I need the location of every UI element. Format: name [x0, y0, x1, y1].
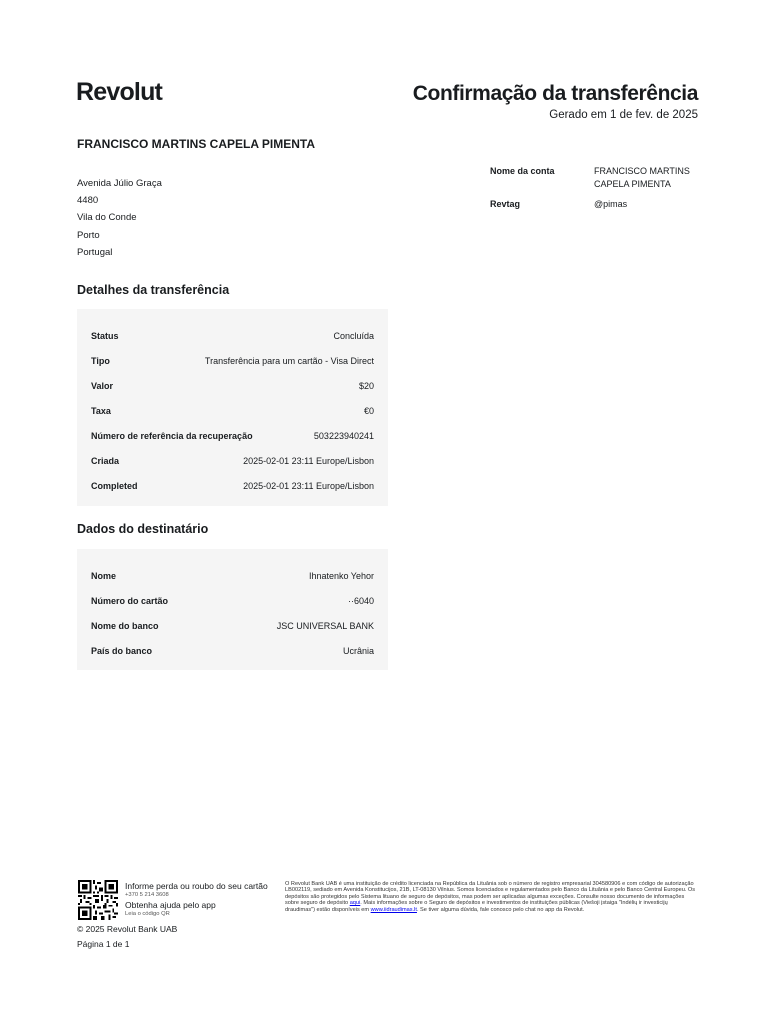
footer-help	[125, 881, 285, 919]
detail-row-type	[91, 348, 374, 373]
recipient-details-panel	[77, 549, 388, 670]
account-name-label: Nome da conta	[490, 166, 555, 176]
address-city: Vila do Conde	[77, 212, 137, 224]
recipient-row-country	[91, 638, 374, 663]
legal-text: O Revolut Bank UAB é uma instituição de crédito licenciada na República da Lituânia sob o número de registro empresarial 304580906 e com código de autorização LB002119, sediado em Avenida Konstitucijos, 21B, LT-08130 Vilnius. Somos licenciados e regulamentados pelo Banco da Lituânia e pelo Banco Central Europeu. Os depósitos são protegidos pelo Sistema lituano de seguro de depósitos, mas podem ser aplicadas algumas exceções. Consulte nosso documento de informações sobre seguro de depósito	[285, 881, 696, 907]
generated-date: Gerado em 1 de fev. de 2025	[549, 109, 698, 121]
recipient-value: JSC UNIVERSAL BANK	[276, 620, 374, 631]
legal-notice	[285, 881, 697, 913]
recipient-label: Nome	[91, 570, 117, 581]
copyright: © 2025 Revolut Bank UAB	[77, 924, 178, 934]
recipient-value: ··6040	[347, 595, 374, 606]
detail-label: Taxa	[91, 405, 111, 416]
recipient-row-card	[91, 588, 374, 613]
address-region: Porto	[77, 229, 100, 241]
detail-value: 2025-02-01 23:11 Europe/Lisbon	[243, 481, 374, 492]
transfer-details-panel	[77, 309, 388, 506]
detail-label: Criada	[91, 456, 120, 467]
revtag-row	[490, 198, 710, 211]
revtag-value: @pimas	[594, 199, 628, 209]
detail-row-status	[91, 323, 374, 348]
detail-label: Tipo	[91, 355, 110, 366]
detail-row-amount	[91, 373, 374, 398]
customer-address	[77, 175, 162, 261]
detail-value: $20	[358, 380, 374, 391]
recipient-label: Nome do banco	[91, 620, 159, 631]
detail-row-created	[91, 448, 374, 473]
account-name-row	[490, 165, 710, 191]
recipient-row-bank	[91, 613, 374, 638]
deposit-insurance-link[interactable]: aqui	[349, 900, 361, 907]
legal-text: . Se tiver alguma dúvida, fale conosco pelo chat no app da Revolut.	[416, 906, 585, 913]
recipient-value: Ihnatenko Yehor	[308, 570, 374, 581]
recipient-label: País do banco	[91, 645, 153, 656]
report-card-title: Informe perda ou roubo do seu cartão	[125, 881, 268, 891]
account-name-value: FRANCISCO MARTINS CAPELA PIMENTA	[594, 166, 690, 189]
detail-value: Transferência para um cartão - Visa Direct	[204, 355, 374, 366]
recipient-details-title: Dados do destinatário	[77, 522, 209, 536]
detail-label: Número de referência da recuperação	[91, 430, 253, 441]
revtag-label: Revtag	[490, 199, 521, 209]
legal-text: . Mais informações sobre o Seguro de depósitos e investimentos de instituições públicas (Viešoji įstaiga "Indėlių ir investicijų draudimas") estão disponíveis em	[285, 900, 668, 913]
address-street: Avenida Júlio Graça	[77, 178, 162, 189]
qr-code-icon	[78, 880, 118, 920]
address-postcode: 4480	[77, 195, 99, 207]
detail-value: Concluída	[333, 330, 374, 341]
qr-instruction: Leia o código QR	[125, 911, 170, 917]
iidraudimas-link[interactable]: www.iidraudimas.lt	[370, 906, 417, 913]
transfer-details-title: Detalhes da transferência	[77, 283, 230, 297]
recipient-value: Ucrânia	[342, 645, 374, 656]
detail-label: Valor	[91, 380, 114, 391]
detail-row-fee	[91, 398, 374, 423]
revolut-logo: Revolut	[76, 78, 163, 106]
app-help-title: Obtenha ajuda pelo app	[125, 900, 216, 910]
detail-row-completed	[91, 474, 374, 499]
page-number: Página 1 de 1	[77, 939, 130, 949]
address-country: Portugal	[77, 246, 113, 258]
detail-value: €0	[363, 405, 374, 416]
customer-name: FRANCISCO MARTINS CAPELA PIMENTA	[77, 137, 315, 151]
detail-label: Status	[91, 330, 119, 341]
detail-value: 503223940241	[313, 430, 374, 441]
recipient-row-name	[91, 563, 374, 588]
recipient-label: Número do cartão	[91, 595, 169, 606]
account-info	[490, 165, 710, 218]
detail-row-reference	[91, 423, 374, 448]
document-title: Confirmação da transferência	[412, 82, 698, 105]
detail-label: Completed	[91, 481, 138, 492]
support-phone: +370 5 214 3608	[125, 892, 169, 898]
detail-value: 2025-02-01 23:11 Europe/Lisbon	[243, 456, 374, 467]
